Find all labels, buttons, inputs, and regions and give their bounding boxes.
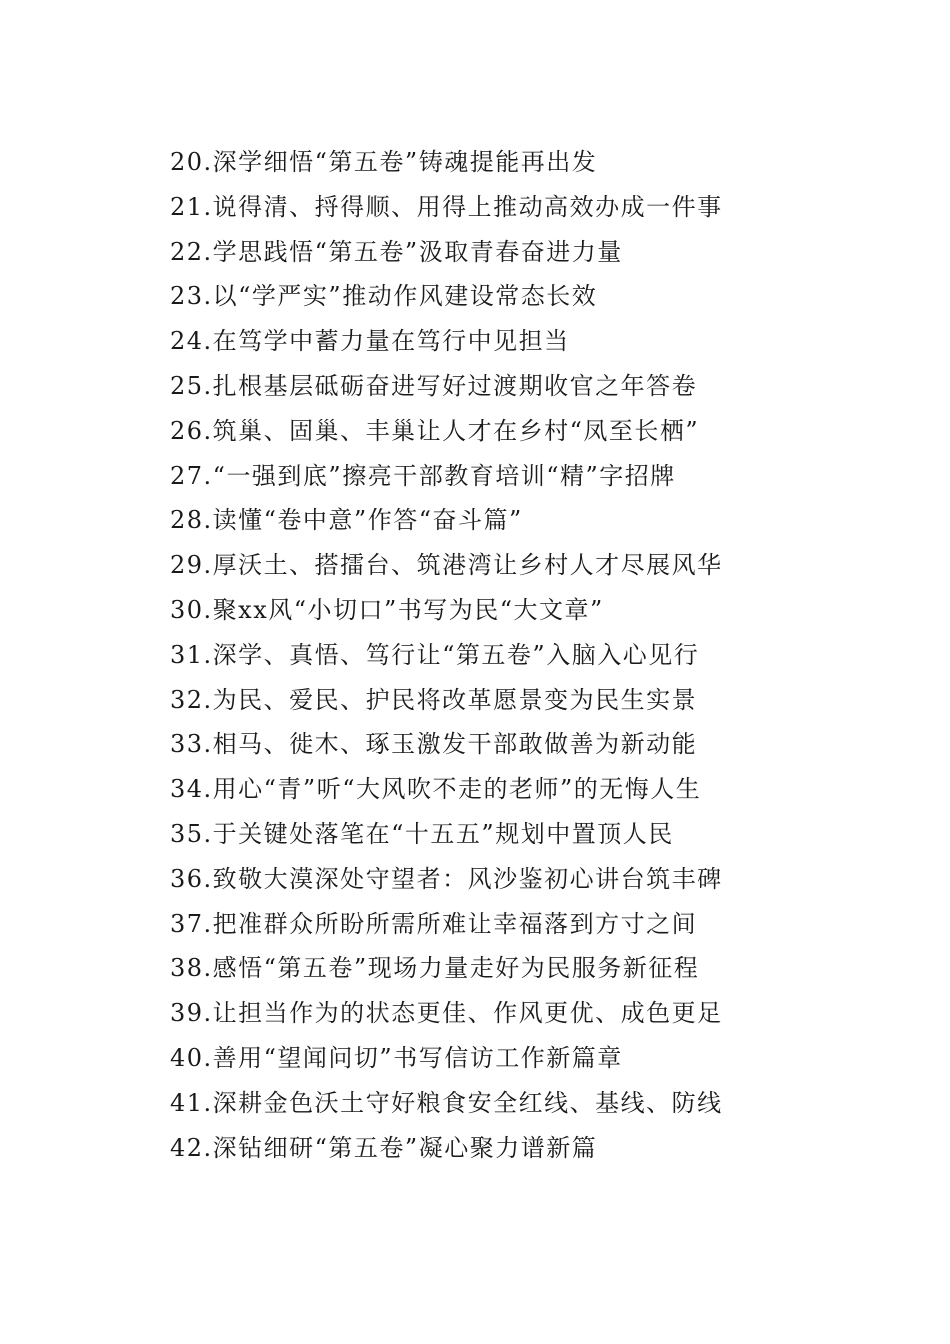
list-item: 34.用心“青”听“大风吹不走的老师”的无悔人生 (170, 775, 702, 804)
list-item: 41.深耕金色沃土守好粮食安全红线、基线、防线 (170, 1088, 723, 1117)
list-item: 37.把准群众所盼所需所难让幸福落到方寸之间 (170, 909, 698, 938)
list-item: 26.筑巢、固巢、丰巢让人才在乡村“凤至长栖” (170, 416, 700, 445)
list-item: 30.聚xx风“小切口”书写为民“大文章” (170, 595, 604, 624)
list-item: 35.于关键处落笔在“十五五”规划中置顶人民 (170, 819, 674, 848)
list-item: 22.学思践悟“第五卷”汲取青春奋进力量 (170, 237, 623, 266)
list-item: 31.深学、真悟、笃行让“第五卷”入脑入心见行 (170, 640, 700, 669)
list-item: 33.相马、徙木、琢玉激发干部敢做善为新动能 (170, 730, 698, 759)
list-item: 36.致敬大漠深处守望者：风沙鉴初心讲台筑丰碑 (170, 864, 723, 893)
list-item: 23.以“学严实”推动作风建设常态长效 (170, 282, 598, 311)
title-list (170, 140, 870, 1170)
list-item: 27.“一强到底”擦亮干部教育培训“精”字招牌 (170, 461, 676, 490)
list-item: 38.感悟“第五卷”现场力量走好为民服务新征程 (170, 954, 700, 983)
list-item: 28.读懂“卷中意”作答“奋斗篇” (170, 506, 523, 535)
list-item: 25.扎根基层砥砺奋进写好过渡期收官之年答卷 (170, 371, 698, 400)
list-item: 20.深学细悟“第五卷”铸魂提能再出发 (170, 148, 598, 176)
list-item: 32.为民、爱民、护民将改革愿景变为民生实景 (170, 685, 698, 714)
list-item: 29.厚沃土、搭擂台、筑港湾让乡村人才尽展风华 (170, 551, 723, 580)
list-item: 21.说得清、捋得顺、用得上推动高效办成一件事 (170, 192, 723, 221)
list-item: 42.深钻细研“第五卷”凝心聚力谱新篇 (170, 1133, 598, 1162)
list-item: 24.在笃学中蓄力量在笃行中见担当 (170, 327, 570, 356)
list-item: 40.善用“望闻问切”书写信访工作新篇章 (170, 1043, 623, 1072)
list-item: 39.让担当作为的状态更佳、作风更优、成色更足 (170, 999, 723, 1028)
